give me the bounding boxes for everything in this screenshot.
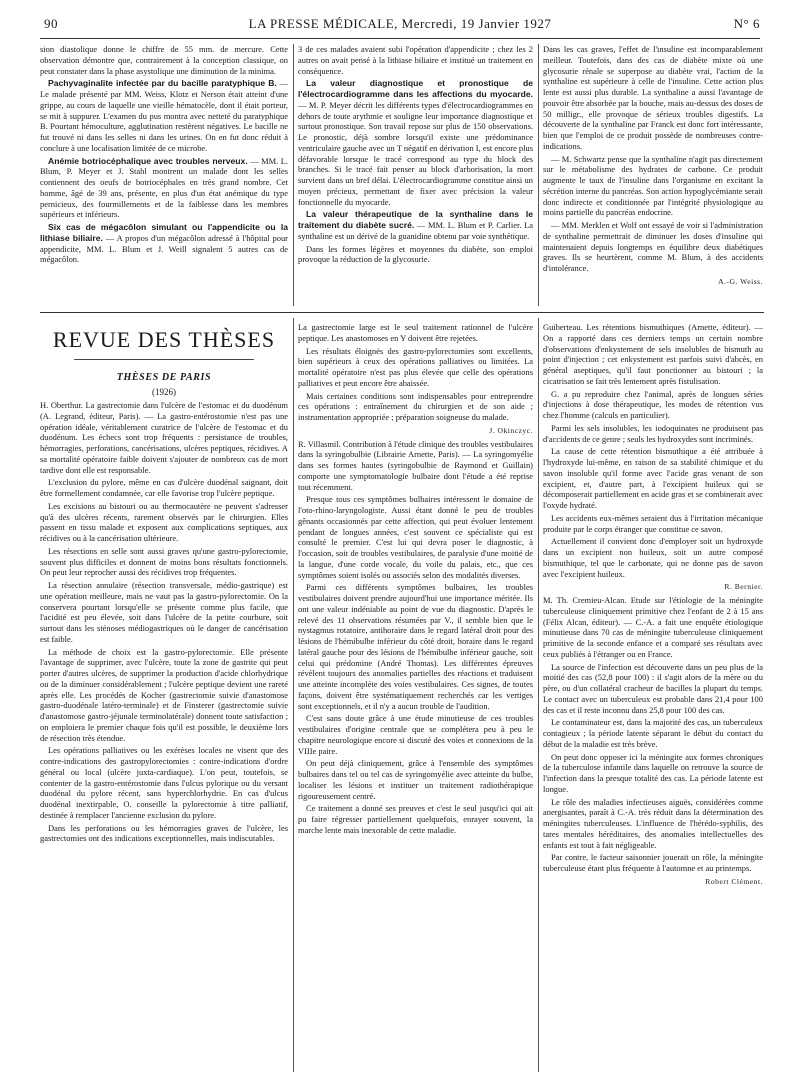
- paragraph: La gastrectomie large est le seul traitement rationnel de l'ulcère peptique. Les anastomoses en Y doivent être rejetées.: [298, 322, 533, 343]
- review-column-2: [298, 322, 533, 1072]
- section-subtitle: THÈSES DE PARIS: [116, 372, 212, 383]
- section-title: REVUE DES THÈSES: [52, 327, 276, 352]
- paragraph: Presque tous ces symptômes bulbaires intéressent le domaine de l'oto-rhino-laryngologiste. Aussi étant donné le peu de troubles gênants occasionnés par cette affection, qui peut évoluer lentement pendant de longues années, c'est souvent ce spécialiste qui est consulté le premier. C'est lui qui devra poser le diagnostic, à l'occasion, soit de troubles vestibulaires, de paralysie d'une moitié de la langue, d'une corde vocale, du voile du palais, etc., que ces symptômes soient isolés ou associés selon des modalités diverses.: [298, 494, 533, 580]
- paragraph: — M. P. Meyer décrit les différents types d'électrocardiogrammes en dehors de toute arythmie et souligne leur importance diagnostique et surtout pronostique. Son travail repose sur plus de 150 observations. Le pronostic, déjà sombre lorsqu'il existe une prédominance ventriculaire gauche avec un T négatif en dérivation I, est encore plus défavorable lorsque le tracé correspond au type du block des branches. Si le tracé fait penser au block d'arborisation, la mort survient dans un bref délai. L'électrocardiogramme constitue ainsi un moyen précieux, permettant de fixer avec précision la valeur fonctionnelle du myocarde.: [298, 99, 533, 207]
- review-entry: M. Th. Cremieu-Alcan. Etude sur l'étiologie de la méningite tuberculeuse cliniquement primitive chez l'enfant de 2 à 15 ans (Félix Alcan, éditeur). — C.-A. a fait une enquête étiologique minutieuse dans 70 cas de méningite tuberculeuse cliniquement primitive de la seconde enfance et a comparé ses résultats avec ceux publiés à l'étranger ou en France.: [543, 595, 763, 659]
- paragraph: Ce traitement a donné ses preuves et c'est le seul jusqu'ici qui ait pu faire régresser partiellement quelquefois, enrayer souvent, la marche lente mais inexorable de cette maladie.: [298, 803, 533, 835]
- paragraph: Le contaminateur est, dans la majorité des cas, un tuberculeux contagieux ; la période latente séparant le début du contact du début de la maladie est très brève.: [543, 717, 763, 749]
- paragraph: Mais certaines conditions sont indispensables pour entreprendre ces opérations : entraînement du chirurgien et de son aide ; instrumentation appropriée ; préparation soigneuse du malade.: [298, 390, 533, 422]
- paragraph: La résection annulaire (résection transversale, médio-gastrique) est une opération meilleure, mais ne vaut pas la gastro-pylorectomie. On la conservera pourtant lorsqu'elle se présente comme plus facile, que l'acidité est peu élevée, soit dans l'ulcère de la petite courbure, soit surtout dans les sténoses médiogastriques où le danger de cancérisation est faible.: [40, 580, 288, 644]
- author-signature: J. Okinczyc.: [489, 425, 533, 435]
- paragraph: — MM. L. Blum, P. Meyer et J. Stahl montrent un malade dont les selles contiennent des oeufs de botriocéphales en très grand nombre. Cet homme, âgé de 39 ans, présente, en plus d'un état anémique du type pernicieux, des fourmillements et de la faiblesse dans les membres supérieurs et inférieurs.: [40, 155, 288, 220]
- paragraph: — MM. L. Blum et P. Carlier. La synthaline est un dérivé de la guanidine obtenu par voie synthétique.: [298, 220, 533, 241]
- review-entry: Guiberteau. Les rétentions bismuthiques (Arnette, éditeur). — On a rapporté dans ces derniers temps un certain nombre d'observations d'enkystement de sels insolubles de bismuth au point d'injection ; cet enkystement est parfois suivi d'abcès, en général aseptiques, qu'il faut ponctionner au bistouri ; la cicatrisation se fait très lentement après fistulisation.: [543, 322, 763, 386]
- column-divider: [538, 44, 539, 306]
- review-column-3: [543, 322, 763, 1072]
- paragraph: G. a pu reproduire chez l'animal, après de longues séries d'injections à dose thérapeutique, les modes de rétention vus chez l'homme (calculs en particulier).: [543, 388, 763, 420]
- top-column-2: [298, 44, 533, 306]
- issue-number: N° 6: [733, 16, 760, 31]
- paragraph: Dans les perforations ou les hémorragies graves de l'ulcère, les gastrectomies ont des indications exceptionnelles, mais indiscutables.: [40, 822, 288, 844]
- paragraph: Les excisions au bistouri ou au thermocautère ne peuvent s'adresser qu'à des ulcères récents, rarement observés par le chirurgien. Elles passent en tissu malade et exposent aux complications septiques, aux récidives ou à la cancérisation ultérieure.: [40, 500, 288, 543]
- column-divider: [293, 318, 294, 1072]
- top-column-3: [543, 44, 763, 306]
- paragraph: — M. Schwartz pense que la synthaline n'agit pas directement sur le métabolisme des hydrates de carbone. Ce produit augmente le taux de l'insuline dans l'organisme en excitant la sécrétion interne du pancréas. Son action hypoglycémiante serait donc indirecte et conditionnée par l'intégrité physiologique au moins partielle du pancréas endocrine.: [543, 153, 763, 218]
- section-heading: Anémie botriocéphalique avec troubles nerveux.: [48, 155, 248, 166]
- paragraph: Par contre, le facteur saisonnier jouerait un rôle, la méningite tuberculeuse étant plus fréquente à l'automne et au printemps.: [543, 852, 763, 873]
- column-divider: [293, 44, 294, 306]
- paragraph: sion diastolique donne le chiffre de 55 mm. de mercure. Cette observation démontre que, contrairement à la conception classique, on peut constater dans la phase asystolique une diminution de la minima.: [40, 44, 288, 76]
- author-signature: R. Bernier.: [724, 582, 763, 592]
- author-signature: A.-G. Weiss.: [718, 276, 763, 286]
- paragraph: Parmi les sels insolubles, les iodoquinates ne produisent pas d'accidents de ce genre ; seuls les hydroxydes sont incriminés.: [543, 422, 763, 444]
- paragraph: 3 de ces malades avaient subi l'opération d'appendicite ; chez les 2 autres on avait pensé à la lithiase biliaire et institué un traitement en conséquence.: [298, 44, 533, 76]
- paragraph: C'est sans doute grâce à une étude minutieuse de ces troubles vestibulaires d'origine centrale que se complétera peu à peu le chapitre neurologique encore si discuté des voies et connexions de la VIIIe paire.: [298, 713, 533, 756]
- paragraph: — A propos d'un mégacôlon adressé à l'hôpital pour appendicite, MM. L. Blum et J. Weill signalent 5 autres cas de mégacôlon.: [40, 232, 288, 265]
- header-rule: [40, 38, 760, 39]
- section-heading: Six cas de mégacôlon simulant ou l'appendicite ou la lithiase biliaire.: [40, 222, 288, 243]
- paragraph: Les résections en selle sont aussi graves qu'une gastro-pylorectomie, souvent plus difficiles et donnent de moins bons résultats fonctionnels. On peut leur reprocher aussi des récidives trop fréquentes.: [40, 545, 288, 578]
- paragraph: Les opérations palliatives ou les exérèses locales ne visent que des contre-indications des gastropylorectomies : contre-indications d'ordre général ou local (ulcère juxta-cardiaque). L'on peut, toutefois, se contenter de la gastro-entérostomie dans l'ulcus pylorique ou du versant duodénal du pylore récent, sans hyperchlorhydrie. En cas d'ulcus duodénal inextirpable, O. conseille la pylorectomie à titre palliatif, destinée à remplacer l'ancienne exclusion du pylore.: [40, 745, 288, 820]
- section-heading: La valeur thérapeutique de la synthaline dans le traitement du diabète sucré.: [298, 209, 533, 230]
- column-divider: [538, 318, 539, 1072]
- author-signature: Robert Clément.: [705, 876, 763, 886]
- paragraph: Le rôle des maladies infectieuses aiguës, considérées comme anergisantes, paraît à C.-A. très réduit dans la détermination des méningites tuberculeuses. L'influence de l'hérédo-syphilis, des tares mentales héréditaires, des anomalies intellectuelles des enfants est tout à fait négligeable.: [543, 796, 763, 850]
- review-entry: R. Villasmil. Contribution à l'étude clinique des troubles vestibulaires dans la syringobulbie (Librairie Arnette, Paris). — La syringomyélie dans ses formes hautes (syringobulbie de Raymond et Guillain) comporte une symptomatologie bulbaire dont l'étude a été reprise tout récemment.: [298, 438, 533, 492]
- section-separator: [40, 312, 764, 313]
- page-number: 90: [44, 16, 58, 31]
- paragraph: Les accidents eux-mêmes seraient dus à l'irritation mécanique produite par le corps étranger que constitue ce savon.: [543, 512, 763, 534]
- paragraph: — MM. Merklen et Wolf ont essayé de voir si l'administration de synthaline permettrait de diminuer les doses d'insuline qui maintenaient depuis longtemps en équilibre deux diabétiques graves. Ils se heurtèrent, comme M. Blum, à des accidents d'intolérance.: [543, 220, 763, 273]
- running-header: [40, 14, 760, 36]
- section-heading: Pachyvaginalite infectée par du bacille paratyphique B.: [48, 78, 277, 89]
- paragraph: L'exclusion du pylore, même en cas d'ulcère duodénal saignant, doit être formellement condamnée, car elle favorise trop l'ulcère peptique.: [40, 477, 288, 498]
- top-column-1: [40, 44, 288, 306]
- review-entry: H. Oberthur. La gastrectomie dans l'ulcère de l'estomac et du duodénum (A. Legrand, éditeur, Paris). — La gastro-entérostomie n'est pas une opération idéale, véritablement curatrice de l'ulcère de l'estomac et du duodénum. Les échecs sont trop fréquents : persistance de troubles, hémorragies, perforations, cancérisations, ulcères peptiques, récidives. A sa mortalité opératoire faible doivent s'ajouter de nombreux cas de mort tardive dont elle est responsable.: [40, 400, 288, 475]
- paragraph: La méthode de choix est la gastro-pylorectomie. Elle présente l'avantage de supprimer, avec l'ulcère, toute la zone de gastrite qui peut porter d'autres ulcères, de supprimer la production d'acide chlorhydrique ou de la diminuer considérablement ; l'ulcère peptique devient une rareté après elle. Les procédés de Kocher (gastrectomie suivie d'anastomose gastro-duodénale latéro-terminale) et de Finsterer (gastrectomie suivie d'anastomose gastro-jéjunale terminolatérale) donnent toute satisfaction ; on emploiera le premier chaque fois qu'il est possible, le deuxième lors de résection très étendue.: [40, 646, 288, 743]
- paragraph: Dans les formes légères et moyennes du diabète, son emploi provoque la réduction de la glycosurie.: [298, 243, 533, 265]
- paragraph: Les résultats éloignés des gastro-pylorectomies sont excellents, bien supérieurs à ceux des opérations palliatives ou limitées. La mortalité opératoire n'est pas plus élevée que celle des opérations palliatives et peut encore être abaissée.: [298, 345, 533, 388]
- review-column-1: [40, 400, 288, 1072]
- paragraph: La source de l'infection est découverte dans un peu plus de la moitié des cas (52,8 pour 100) : il s'agit alors de la mère ou du père, ou d'un collatéral cracheur de bacilles la plupart du temps. Le contact avec un tuberculeux est probable dans 21,4 pour 100 des cas et il reste inconnu dans 25,8 pour 100 des cas.: [543, 661, 763, 715]
- paragraph: Dans les cas graves, l'effet de l'insuline est incomparablement meilleur. Toutefois, dans des cas de diabète mixte où une glycosurie rénale se superpose au diabète vrai, l'action de la synthaline est supérieure à celle de l'insuline. Cette action plus lente est aussi plus durable. La synthaline a aussi l'avantage de pouvoir être absorbée par la bouche, mais au-dessus des doses de 50 milligr., elle provoque de sérieux troubles digestifs. La découverte de la synthaline par Franck est donc fort intéressante, bien que l'emploi de ce produit possède de nombreuses contre-indications.: [543, 44, 763, 151]
- paragraph: On peut déjà cliniquement, grâce à l'ensemble des symptômes bulbaires dans tel ou tel cas de syringomyélie avec atteinte du bulbe, localiser les lésions et instituer un traitement radiothérapique rigoureusement centré.: [298, 758, 533, 801]
- journal-title: LA PRESSE MÉDICALE, Mercredi, 19 Janvier 1927: [248, 16, 552, 31]
- paragraph: Parmi ces différents symptômes bulbaires, les troubles vestibulaires doivent prendre aujourd'hui une importance méritée. Ils ont une valeur indéniable au point de vue du diagnostic. D'après le relevé des 11 observations résumées par V., il semble bien que le nystagmus rotatoire, antihoraire dans le regard latéral droit pour des lésions de l'hémibulbe inférieur du côté droit, horaire dans le regard latéral gauche pour des lésions de l'hémibulbe inférieur gauche, soit celui qui prédomine (André Thomas). Les différentes épreuves révèlent toujours des anomalies partielles des réactions et traduisent une atteinte incomplète des voies vestibulaires. Ces signes, de toutes façons, doivent être systématiquement recherchés car les vertiges sont exceptionnels, et il n'y a aucun trouble de l'audition.: [298, 582, 533, 711]
- paragraph: On peut donc opposer ici la méningite aux formes chroniques de la tuberculose infantile dans laquelle on retrouve la source de l'infection dans la presque totalité des cas. La période latente est longue.: [543, 751, 763, 794]
- title-rule: [74, 359, 254, 360]
- section-heading: La valeur diagnostique et pronostique de l'électrocardiogramme dans les affections du myocarde.: [298, 78, 533, 99]
- paragraph: La cause de cette rétention bismuthique a été attribuée à l'hydroxyde lui-même, en raison de sa stabilité chimique et du savon insoluble qu'il forme avec l'acide gras venant de son excipient, et, d'autre part, à l'excipient huileux qui se décomposerait partiellement en acide gras et se combinerait avec l'oxyde hydraté.: [543, 446, 763, 510]
- section-year: (1926): [152, 387, 176, 397]
- paragraph: Actuellement il convient donc d'employer soit un hydroxyde dans un excipient non huileux, soit un autre composé bismuthique, tel que le carbonate, qui ne donne pas de savon avec l'excipient huileux.: [543, 536, 763, 579]
- paragraph: — Le malade présenté par MM. Weiss, Klotz et Nerson était atteint d'une grippe, au cours de laquelle une vieille hématocèle, dont il était porteur, se mit à suppurer. L'examen du pus montra avec netteté du paratyphique B. Pourtant hémoculture, agglutination restèrent négatives. Le bacille ne fut trouvé ni dans les selles ni dans les urines. On en fut donc réduit à conclure à une localisation limitée de ce microbe.: [40, 78, 288, 153]
